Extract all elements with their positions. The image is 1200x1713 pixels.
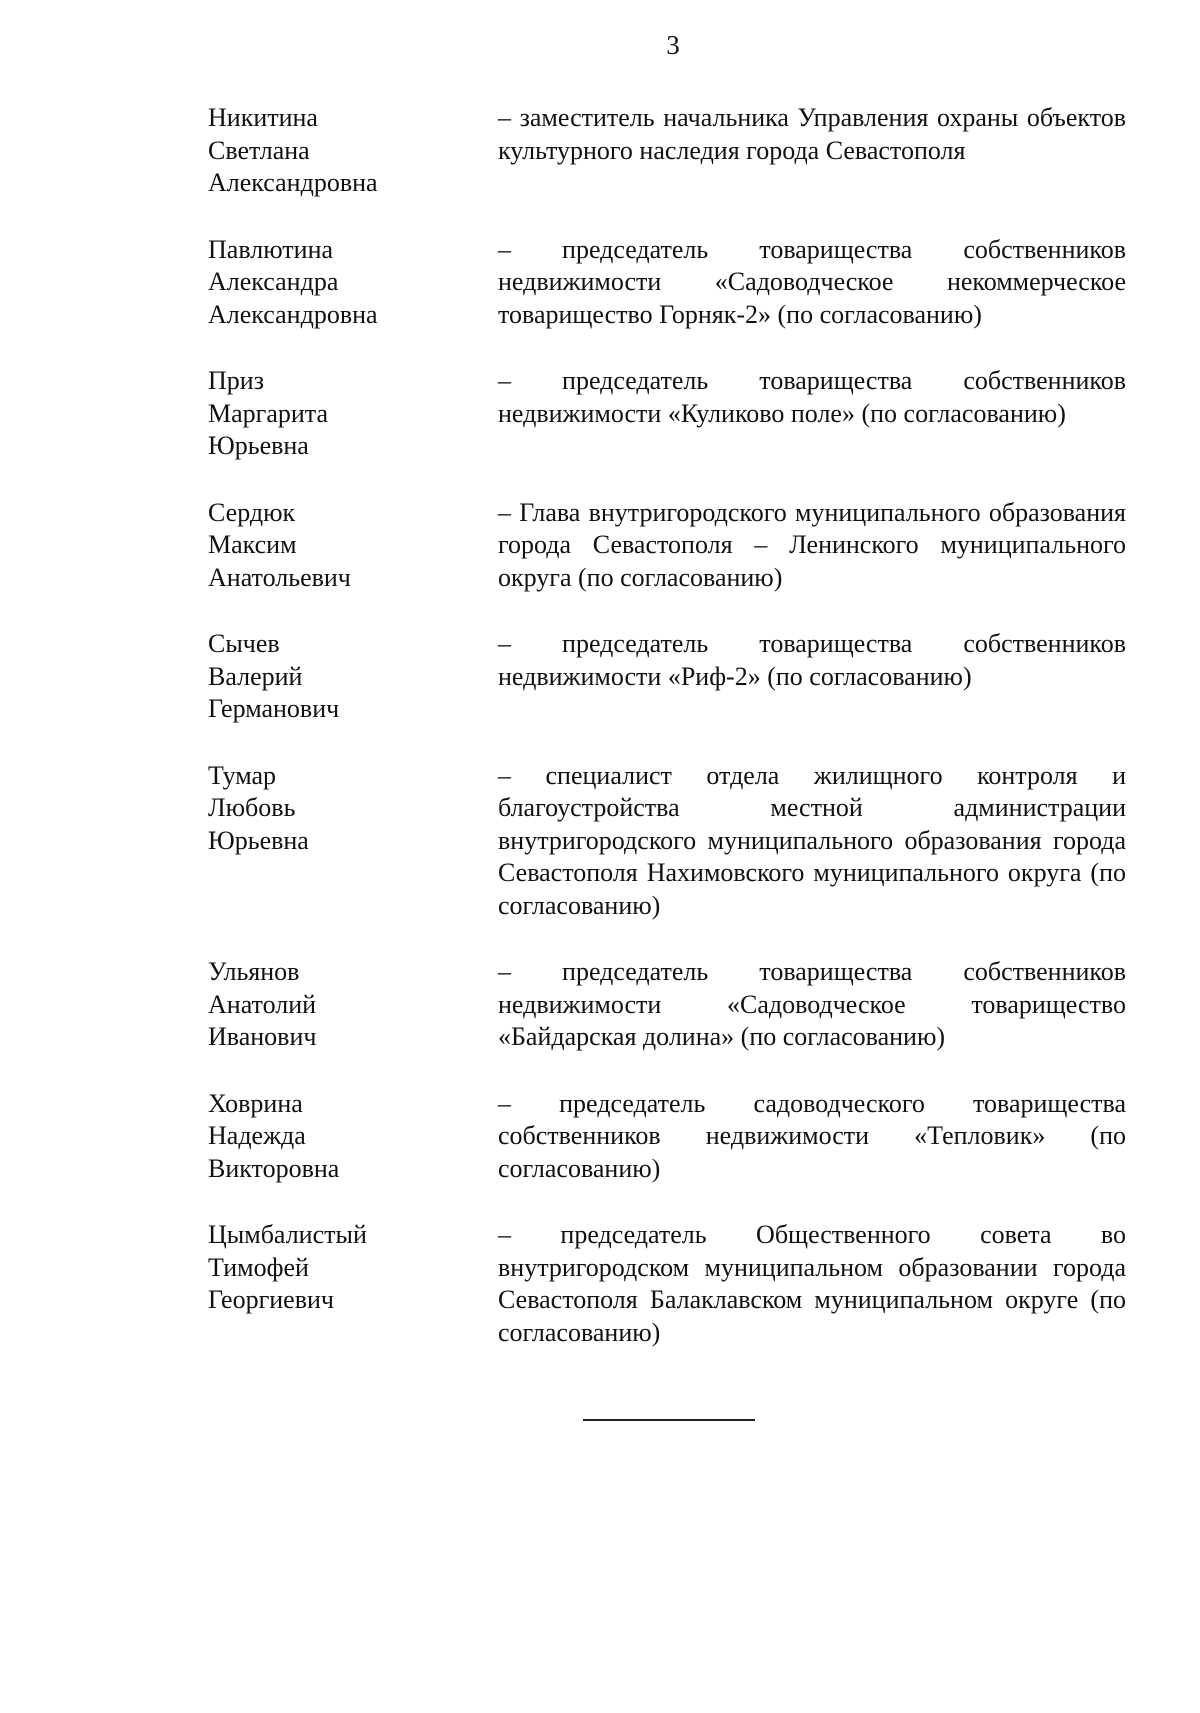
member-name [208, 102, 498, 200]
member-patronymic: Германович [208, 694, 340, 723]
member-role: – специалист отдела жилищного контроля и благоустройства местной администрации внутригородского муниципального образования города Севастополя Нахимовского муниципального округа (по согласованию) [498, 760, 1126, 920]
member-role: – председатель товарищества собственников недвижимости «Куликово поле» (по согласованию) [498, 366, 1126, 428]
member-name [208, 234, 498, 332]
member-list [208, 102, 1126, 1383]
member-patronymic: Александровна [208, 299, 378, 329]
member-surname: Сердюк [208, 497, 296, 527]
member-surname: Цымбалистый [208, 1220, 367, 1249]
member-patronymic: Юрьевна [208, 825, 309, 855]
member-entry [208, 956, 1126, 1054]
member-entry [208, 102, 1126, 200]
member-patronymic: Александровна [208, 168, 378, 197]
member-surname: Сычев [208, 629, 280, 658]
member-role: – председатель товарищества собственников недвижимости «Садоводческое некоммерческое товарищество Горняк-2» (по согласованию) [498, 234, 1126, 329]
member-name [208, 1219, 498, 1349]
member-surname: Ульянов [208, 957, 300, 986]
member-first-name: Анатолий [208, 989, 317, 1019]
member-name [208, 365, 498, 463]
member-first-name: Любовь [208, 793, 296, 822]
member-surname: Ховрина [208, 1088, 303, 1118]
member-first-name: Маргарита [208, 398, 328, 428]
member-surname: Приз [208, 366, 264, 395]
member-first-name: Надежда [208, 1121, 306, 1150]
end-of-list-divider [583, 1419, 755, 1421]
page-number: 3 [666, 30, 680, 60]
member-entry [208, 1219, 1126, 1349]
member-patronymic: Анатольевич [208, 562, 351, 592]
member-first-name: Максим [208, 530, 297, 559]
member-entry [208, 497, 1126, 595]
member-first-name: Александра [208, 267, 339, 296]
member-name [208, 628, 498, 726]
member-entry [208, 1088, 1126, 1186]
member-role: – председатель садоводческого товарищества собственников недвижимости «Тепловик» (по согласованию) [498, 1088, 1126, 1183]
member-surname: Тумар [208, 760, 277, 790]
member-entry [208, 628, 1126, 726]
member-surname: Никитина [208, 103, 318, 132]
member-patronymic: Георгиевич [208, 1285, 334, 1314]
member-entry [208, 365, 1126, 463]
member-name [208, 497, 498, 595]
member-first-name: Светлана [208, 135, 310, 165]
member-name [208, 956, 498, 1054]
page-number-container [0, 30, 1200, 61]
member-entry [208, 760, 1126, 923]
member-role: – председатель Общественного совета во внутригородском муниципальном образовании города Севастополя Балаклавском муниципальном округе (по согласованию) [498, 1220, 1126, 1347]
member-surname: Павлютина [208, 234, 334, 264]
member-patronymic: Юрьевна [208, 431, 309, 460]
member-patronymic: Викторовна [208, 1153, 340, 1183]
member-patronymic: Иванович [208, 1022, 317, 1051]
member-name [208, 1088, 498, 1186]
member-name [208, 760, 498, 923]
member-role: – Глава внутригородского муниципального образования города Севастополя – Ленинского муниципального округа (по согласованию) [498, 497, 1126, 592]
member-role: – заместитель начальника Управления охраны объектов культурного наследия города Севастополя [498, 103, 1126, 165]
member-first-name: Валерий [208, 661, 303, 691]
member-role: – председатель товарищества собственников недвижимости «Садоводческое товарищество «Байдарская долина» (по согласованию) [498, 957, 1126, 1051]
member-first-name: Тимофей [208, 1252, 309, 1282]
member-entry [208, 234, 1126, 332]
member-role: – председатель товарищества собственников недвижимости «Риф-2» (по согласованию) [498, 629, 1126, 691]
